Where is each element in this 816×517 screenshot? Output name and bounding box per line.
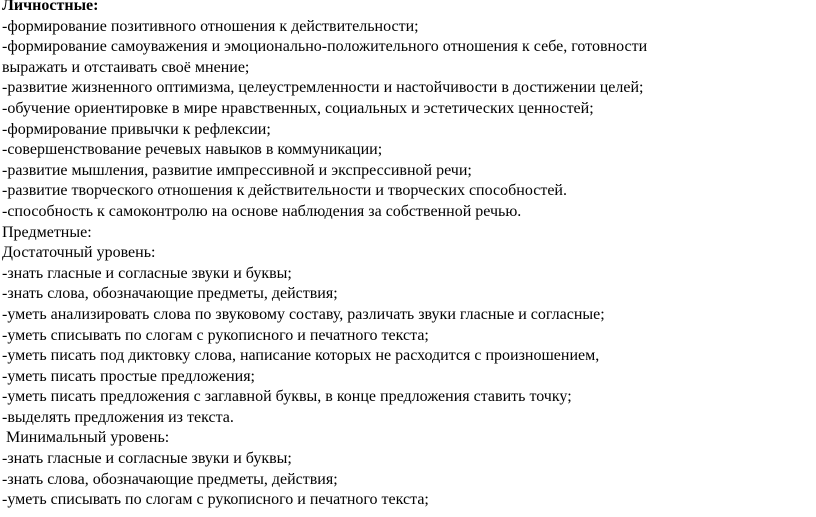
text-line: выражать и отстаивать своё мнение; [2,58,250,76]
text-line: -уметь писать простые предложения; [2,367,255,385]
section-heading-subject: Предметные: [2,223,92,241]
text-line: -совершенствование речевых навыков в коммуникации; [2,141,383,159]
text-line: -обучение ориентировке в мире нравственных, социальных и эстетических ценностей; [2,99,594,117]
text-line: -уметь писать под диктовку слова, написание которых не расходится с произношением, [2,347,600,365]
text-line: -развитие творческого отношения к действительности и творческих способностей. [2,182,567,200]
text-line: -уметь анализировать слова по звуковому составу, различать звуки гласные и согласные; [2,305,605,323]
text-line: -знать гласные и согласные звуки и буквы; [2,450,292,468]
subheading-sufficient-level: Достаточный уровень: [2,244,156,262]
text-line: -способность к самоконтролю на основе наблюдения за собственной речью. [2,202,522,220]
subheading-minimal-level: Минимальный уровень: [6,429,170,447]
text-line: -развитие мышления, развитие импрессивной и экспрессивной речи; [2,161,472,179]
section-heading-personal: Личностные: [2,0,99,14]
text-line: -выделять предложения из текста. [2,408,234,426]
text-line: -развитие жизненного оптимизма, целеустремленности и настойчивости в достижении целей; [2,79,644,97]
text-line: -уметь писать предложения с заглавной буквы, в конце предложения ставить точку; [2,388,572,406]
text-line: -знать гласные и согласные звуки и буквы; [2,264,292,282]
text-line: -знать слова, обозначающие предметы, действия; [2,285,338,303]
text-line: -формирование позитивного отношения к действительности; [2,17,419,35]
text-line: -знать слова, обозначающие предметы, действия; [2,470,338,488]
text-line: -формирование привычки к рефлексии; [2,120,271,138]
text-line: -уметь списывать по слогам с рукописного и печатного текста; [2,326,429,344]
text-line: -формирование самоуважения и эмоционально-положительного отношения к себе, готовности [2,38,648,56]
text-line: -уметь списывать по слогам с рукописного и печатного текста; [2,491,429,509]
